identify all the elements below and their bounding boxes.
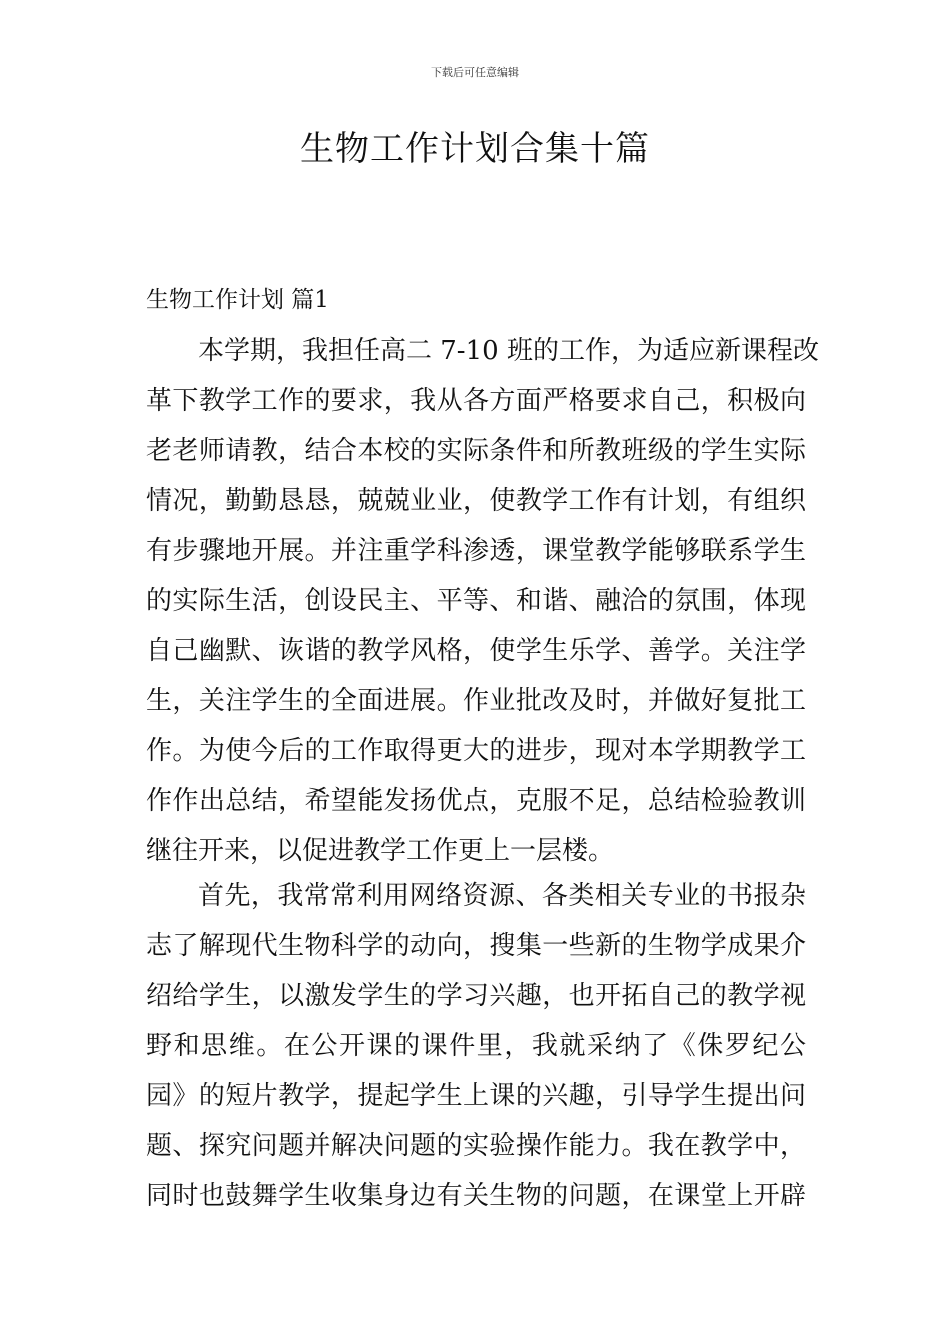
paragraph-line: 同时也鼓舞学生收集身边有关生物的问题，在课堂上开辟	[146, 1181, 806, 1211]
paragraph-line: 的实际生活，创设民主、平等、和谐、融洽的氛围，体现	[146, 586, 806, 616]
paragraph-line: 作。为使今后的工作取得更大的进步，现对本学期教学工	[146, 736, 806, 766]
paragraph-2	[146, 871, 806, 1221]
paragraph-line: 老老师请教，结合本校的实际条件和所教班级的学生实际	[146, 436, 806, 466]
paragraph-line: 园》的短片教学，提起学生上课的兴趣，引导学生提出问	[146, 1081, 806, 1111]
paragraph-line: 志了解现代生物科学的动向，搜集一些新的生物学成果介	[146, 931, 806, 961]
paragraph-line: 本学期，我担任高二 7-10 班的工作，为适应新课程改	[198, 336, 819, 366]
section-heading: 生物工作计划 篇1	[146, 287, 329, 313]
paragraph-line: 自己幽默、诙谐的教学风格，使学生乐学、善学。关注学	[146, 636, 806, 666]
paragraph-1	[146, 326, 819, 876]
paragraph-line: 情况，勤勤恳恳，兢兢业业，使教学工作有计划，有组织	[146, 486, 806, 516]
paragraph-line: 野和思维。在公开课的课件里，我就采纳了《侏罗纪公	[146, 1031, 806, 1061]
paragraph-line: 革下教学工作的要求，我从各方面严格要求自己，积极向	[146, 386, 806, 416]
paragraph-line: 绍给学生，以激发学生的学习兴趣，也开拓自己的教学视	[146, 981, 806, 1011]
paragraph-line: 有步骤地开展。并注重学科渗透，课堂教学能够联系学生	[146, 536, 806, 566]
paragraph-line: 题、探究问题并解决问题的实验操作能力。我在教学中，	[146, 1131, 806, 1161]
document-title: 生物工作计划合集十篇	[300, 129, 650, 169]
paragraph-line: 首先，我常常利用网络资源、各类相关专业的书报杂	[198, 881, 806, 911]
paragraph-line: 生，关注学生的全面进展。作业批改及时，并做好复批工	[146, 686, 806, 716]
header-note: 下载后可任意编辑	[431, 66, 519, 79]
paragraph-line: 继往开来，以促进教学工作更上一层楼。	[146, 836, 615, 866]
paragraph-line: 作作出总结，希望能发扬优点，克服不足，总结检验教训	[146, 786, 806, 816]
